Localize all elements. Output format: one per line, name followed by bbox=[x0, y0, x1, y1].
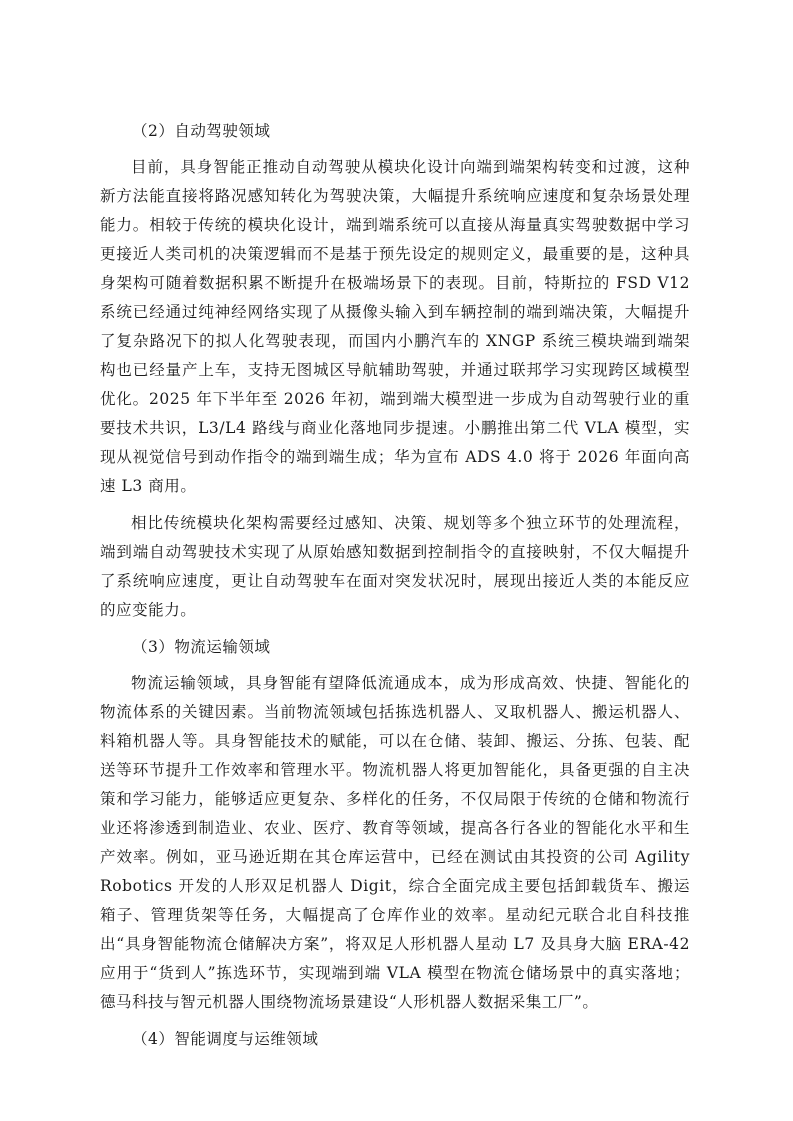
paragraph-autonomous-driving-2: 相比传统模块化架构需要经过感知、决策、规划等多个独立环节的处理流程，端到端自动驾驶技术实现了从原始感知数据到控制指令的直接映射，不仅大幅提升了系统响应速度，更让自动驾驶车在面对突发状况时，展现出接近人类的本能反应的应变能力。 bbox=[100, 514, 690, 619]
section-heading-scheduling-maintenance: （4）智能调度与运维领域 bbox=[132, 1030, 319, 1048]
section-heading-logistics: （3）物流运输领域 bbox=[132, 638, 271, 656]
page-content bbox=[100, 117, 690, 1061]
paragraph-logistics-1: 物流运输领域，具身智能有望降低流通成本，成为形成高效、快捷、智能化的物流体系的关键因素。当前物流领域包括拣选机器人、叉取机器人、搬运机器人、料箱机器人等。具身智能技术的赋能，可以在仓储、装卸、搬运、分拣、包装、配送等环节提升工作效率和管理水平。物流机器人将更加智能化，具备更强的自主决策和学习能力，能够适应更复杂、多样化的任务，不仅局限于传统的仓储和物流行业还将渗透到制造业、农业、医疗、教育等领域，提高各行各业的智能化水平和生产效率。例如，亚马逊近期在其仓库运营中，已经在测试由其投资的公司 Agility Robotics 开发的人形双足机器人 Digit，综合全面完成主要包括卸载货车、搬运箱子、管理货架等任务，大幅提高了仓库作业的效率。星动纪元联合北自科技推出“具身智能物流仓储解决方案”，将双足人形机器人星动 L7 及具身大脑 ERA-42 应用于“货到人”拣选环节，实现端到端 VLA 模型在物流仓储场景中的真实落地；德马科技与智元机器人围绕物流场景建设“人形机器人数据采集工厂”。 bbox=[100, 674, 690, 1011]
paragraph-autonomous-driving-1: 目前，具身智能正推动自动驾驶从模块化设计向端到端架构转变和过渡，这种新方法能直接将路况感知转化为驾驶决策，大幅提升系统响应速度和复杂场景处理能力。相较于传统的模块化设计，端到端系统可以直接从海量真实驾驶数据中学习更接近人类司机的决策逻辑而不是基于预先设定的规则定义，最重要的是，这种具身架构可随着数据积累不断提升在极端场景下的表现。目前，特斯拉的 FSD V12 系统已经通过纯神经网络实现了从摄像头输入到车辆控制的端到端决策，大幅提升了复杂路况下的拟人化驾驶表现，而国内小鹏汽车的 XNGP 系统三模块端到端架构也已经量产上车，支持无图城区导航辅助驾驶，并通过联邦学习实现跨区域模型优化。2025 年下半年至 2026 年初，端到端大模型进一步成为自动驾驶行业的重要技术共识，L3/L4 路线与商业化落地同步提速。小鹏推出第二代 VLA 模型，实现从视觉信号到动作指令的端到端生成；华为宣布 ADS 4.0 将于 2026 年面向高速 L3 商用。 bbox=[100, 158, 690, 495]
section-heading-autonomous-driving: （2）自动驾驶领域 bbox=[132, 122, 271, 140]
